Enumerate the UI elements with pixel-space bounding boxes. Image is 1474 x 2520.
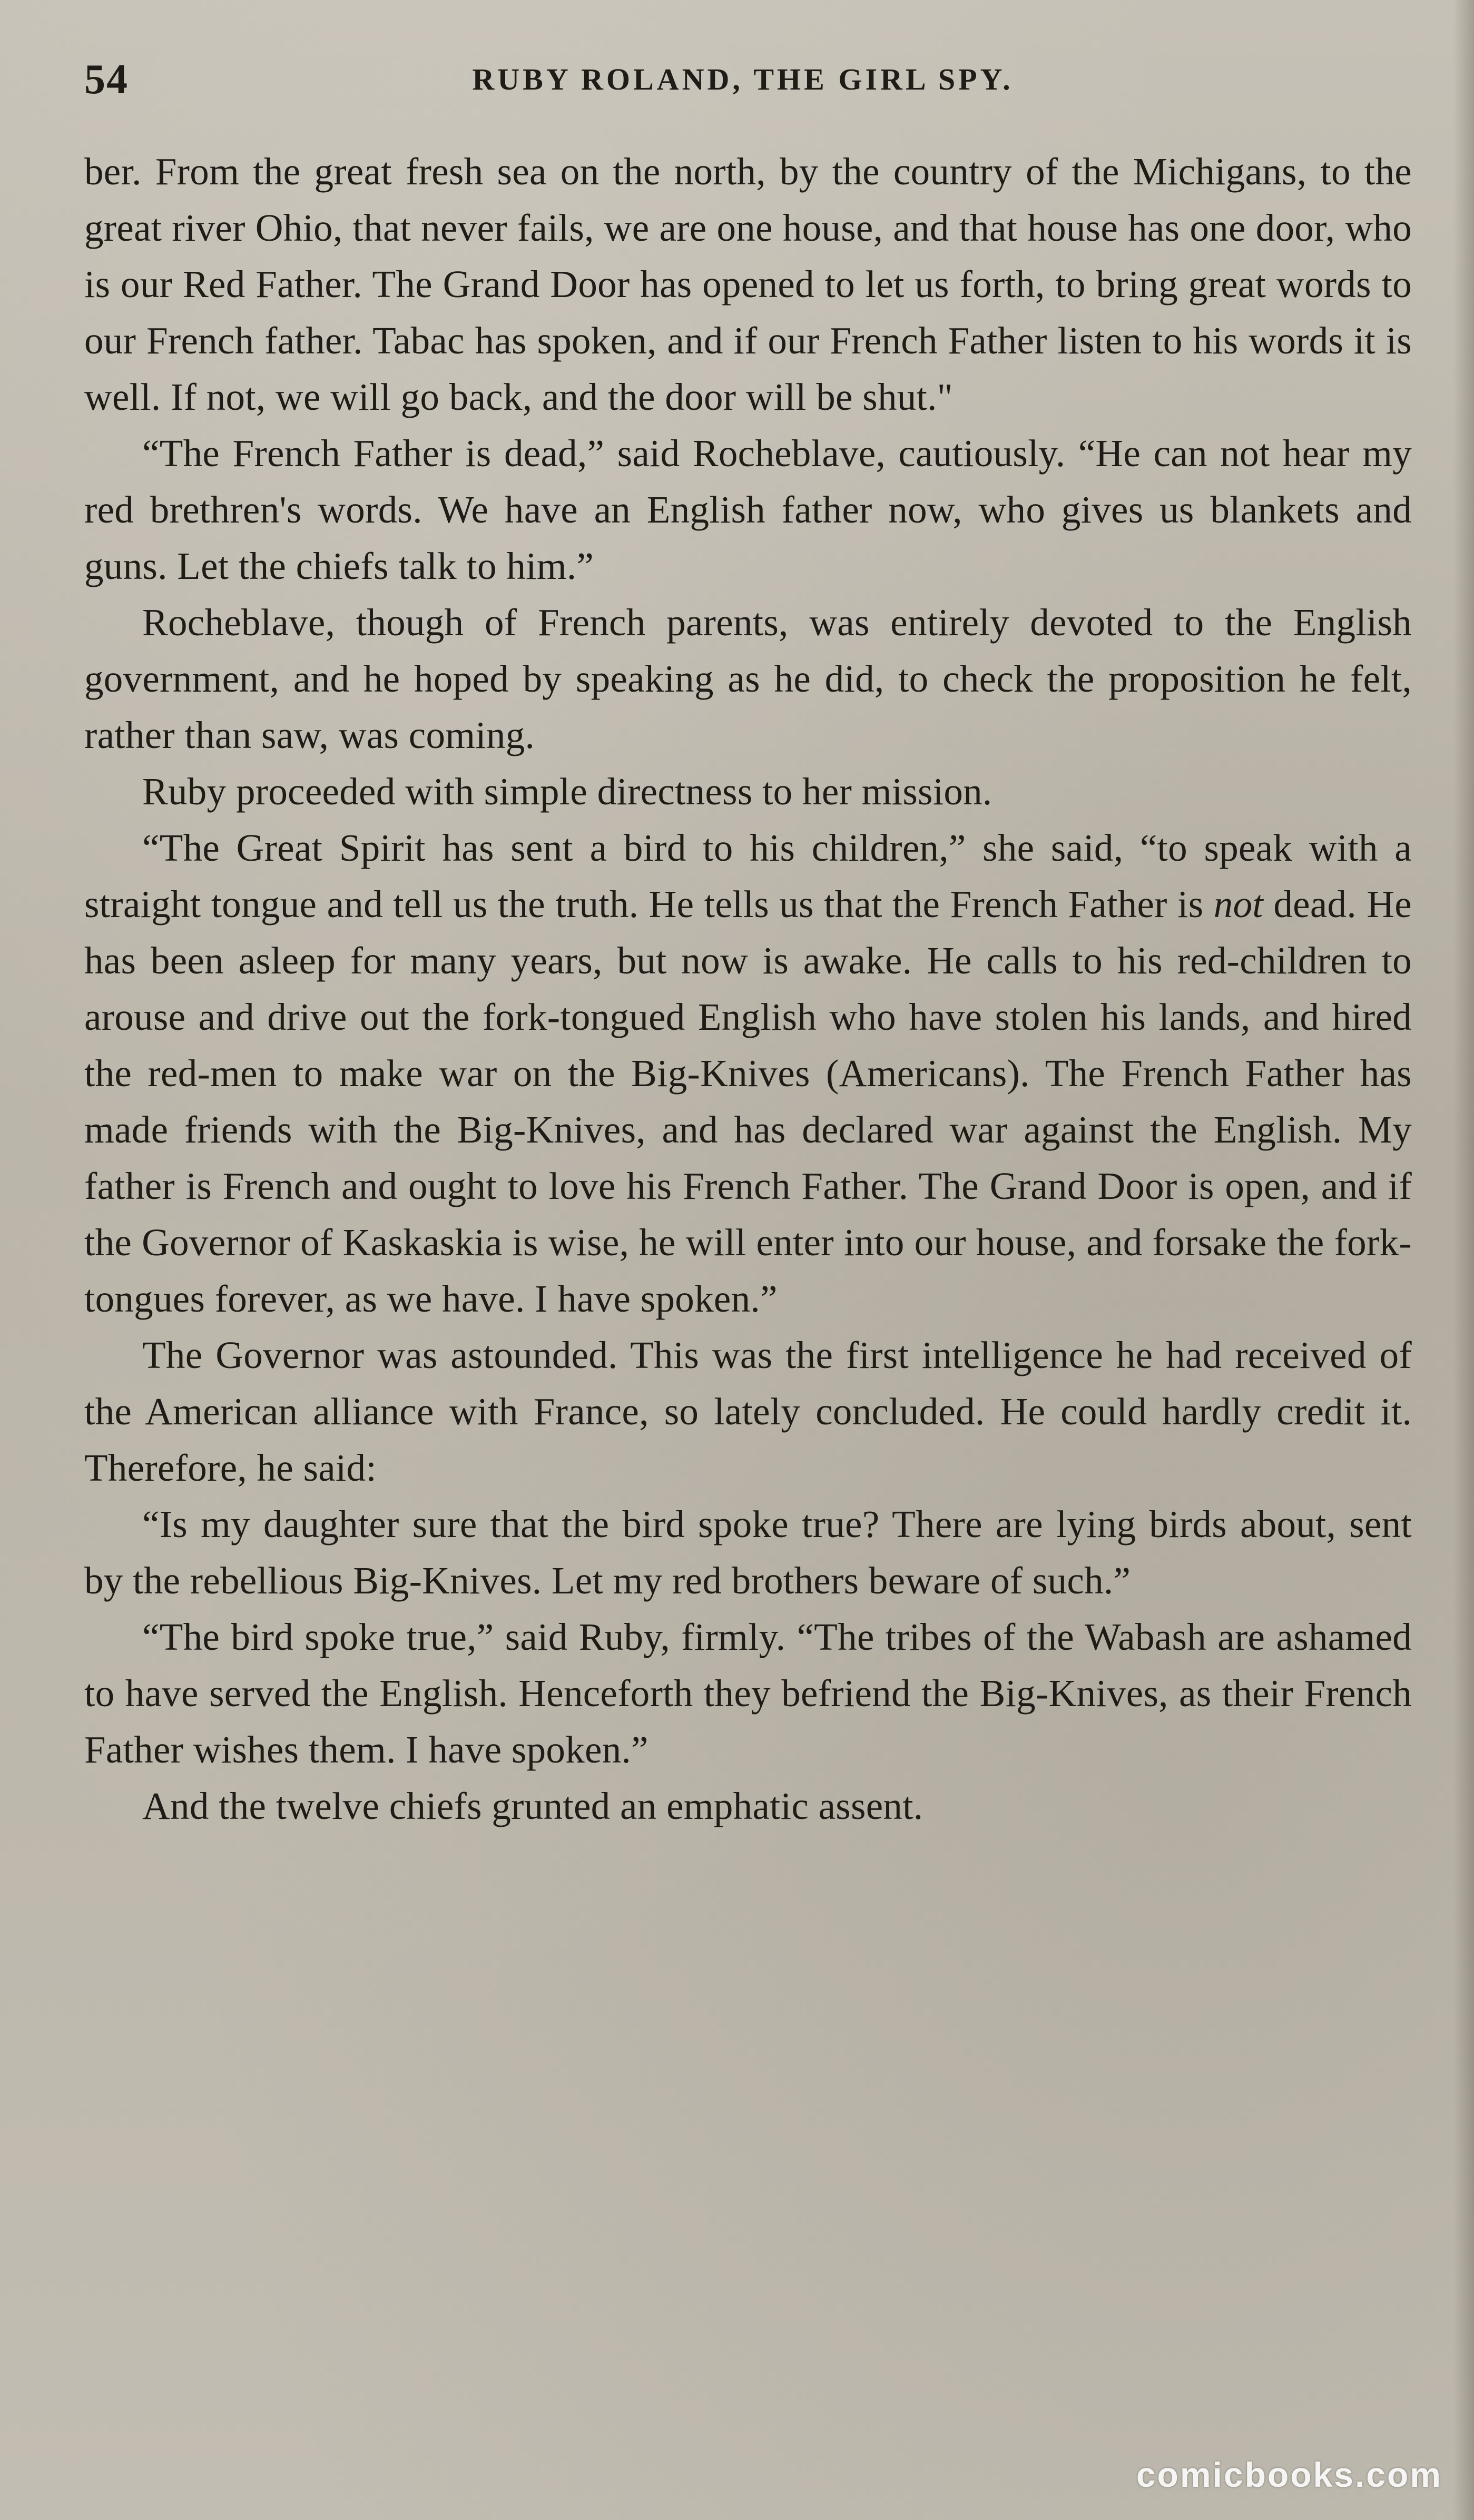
text-segment: ber. From the great fresh sea on the north, by the country of the Michigans, to the great river Ohio, that never fails, we are one house, and that house has one door, who is our Red Father. The Grand Door has opened to let us forth, to bring great words to our French father. Tabac has spoken, and if our French Father listen to his words it is well. If not, we will go back, and the door will be shut." <box>84 150 1412 418</box>
paragraph <box>84 1778 1412 1834</box>
italic-text: not <box>1213 883 1263 926</box>
text-segment: “The French Father is dead,” said Rocheblave, cautiously. “He can not hear my red brethren's words. We have an English father now, who gives us blankets and guns. Let the chiefs talk to him.” <box>84 432 1412 587</box>
paragraph <box>84 763 1412 820</box>
body-text <box>84 143 1412 1834</box>
paragraph <box>84 820 1412 1327</box>
text-segment: Ruby proceeded with simple directness to her mission. <box>142 770 993 813</box>
text-segment: “The bird spoke true,” said Ruby, firmly. “The tribes of the Wabash are ashamed to have served the English. Henceforth they befriend the Big-Knives, as their French Father wishes them. I have spoken.” <box>84 1616 1412 1771</box>
page-number: 54 <box>84 56 129 103</box>
paragraph <box>84 594 1412 763</box>
watermark: comicbooks.com <box>1136 2455 1442 2494</box>
paragraph <box>84 1496 1412 1609</box>
text-segment: The Governor was astounded. This was the first intelligence he had received of the American alliance with France, so lately concluded. He could hardly credit it. Therefore, he said: <box>84 1334 1412 1489</box>
paragraph <box>84 425 1412 594</box>
text-segment: “Is my daughter sure that the bird spoke true? There are lying birds about, sent by the rebellious Big-Knives. Let my red brothers beware of such.” <box>84 1503 1412 1602</box>
page-header <box>84 51 1401 109</box>
text-segment: “The Great Spirit has sent a bird to his children,” she said, “to speak with a straight tongue and tell us the truth. He tells us that the French Father is <box>84 826 1412 926</box>
paragraph <box>84 1609 1412 1778</box>
text-segment: dead. He has been asleep for many years, but now is awake. He calls to his red-children to arouse and drive out the fork-tongued English who have stolen his lands, and hired the red-men to make war on the Big-Knives (Americans). The French Father has made friends with the Big-Knives, and has declared war against the English. My father is French and ought to love his French Father. The Grand Door is open, and if the Governor of Kaskaskia is wise, he will enter into our house, and forsake the fork-tongues forever, as we have. I have spoken.” <box>84 883 1412 1320</box>
text-segment: Rocheblave, though of French parents, was entirely devoted to the English government, and he hoped by speaking as he did, to check the proposition he felt, rather than saw, was coming. <box>84 601 1412 756</box>
paragraph <box>84 1327 1412 1496</box>
text-segment: And the twelve chiefs grunted an emphatic assent. <box>142 1785 923 1827</box>
page-edge-shadow <box>1453 0 1474 2520</box>
paragraph <box>84 143 1412 425</box>
running-title: RUBY ROLAND, THE GIRL SPY. <box>472 62 1014 96</box>
